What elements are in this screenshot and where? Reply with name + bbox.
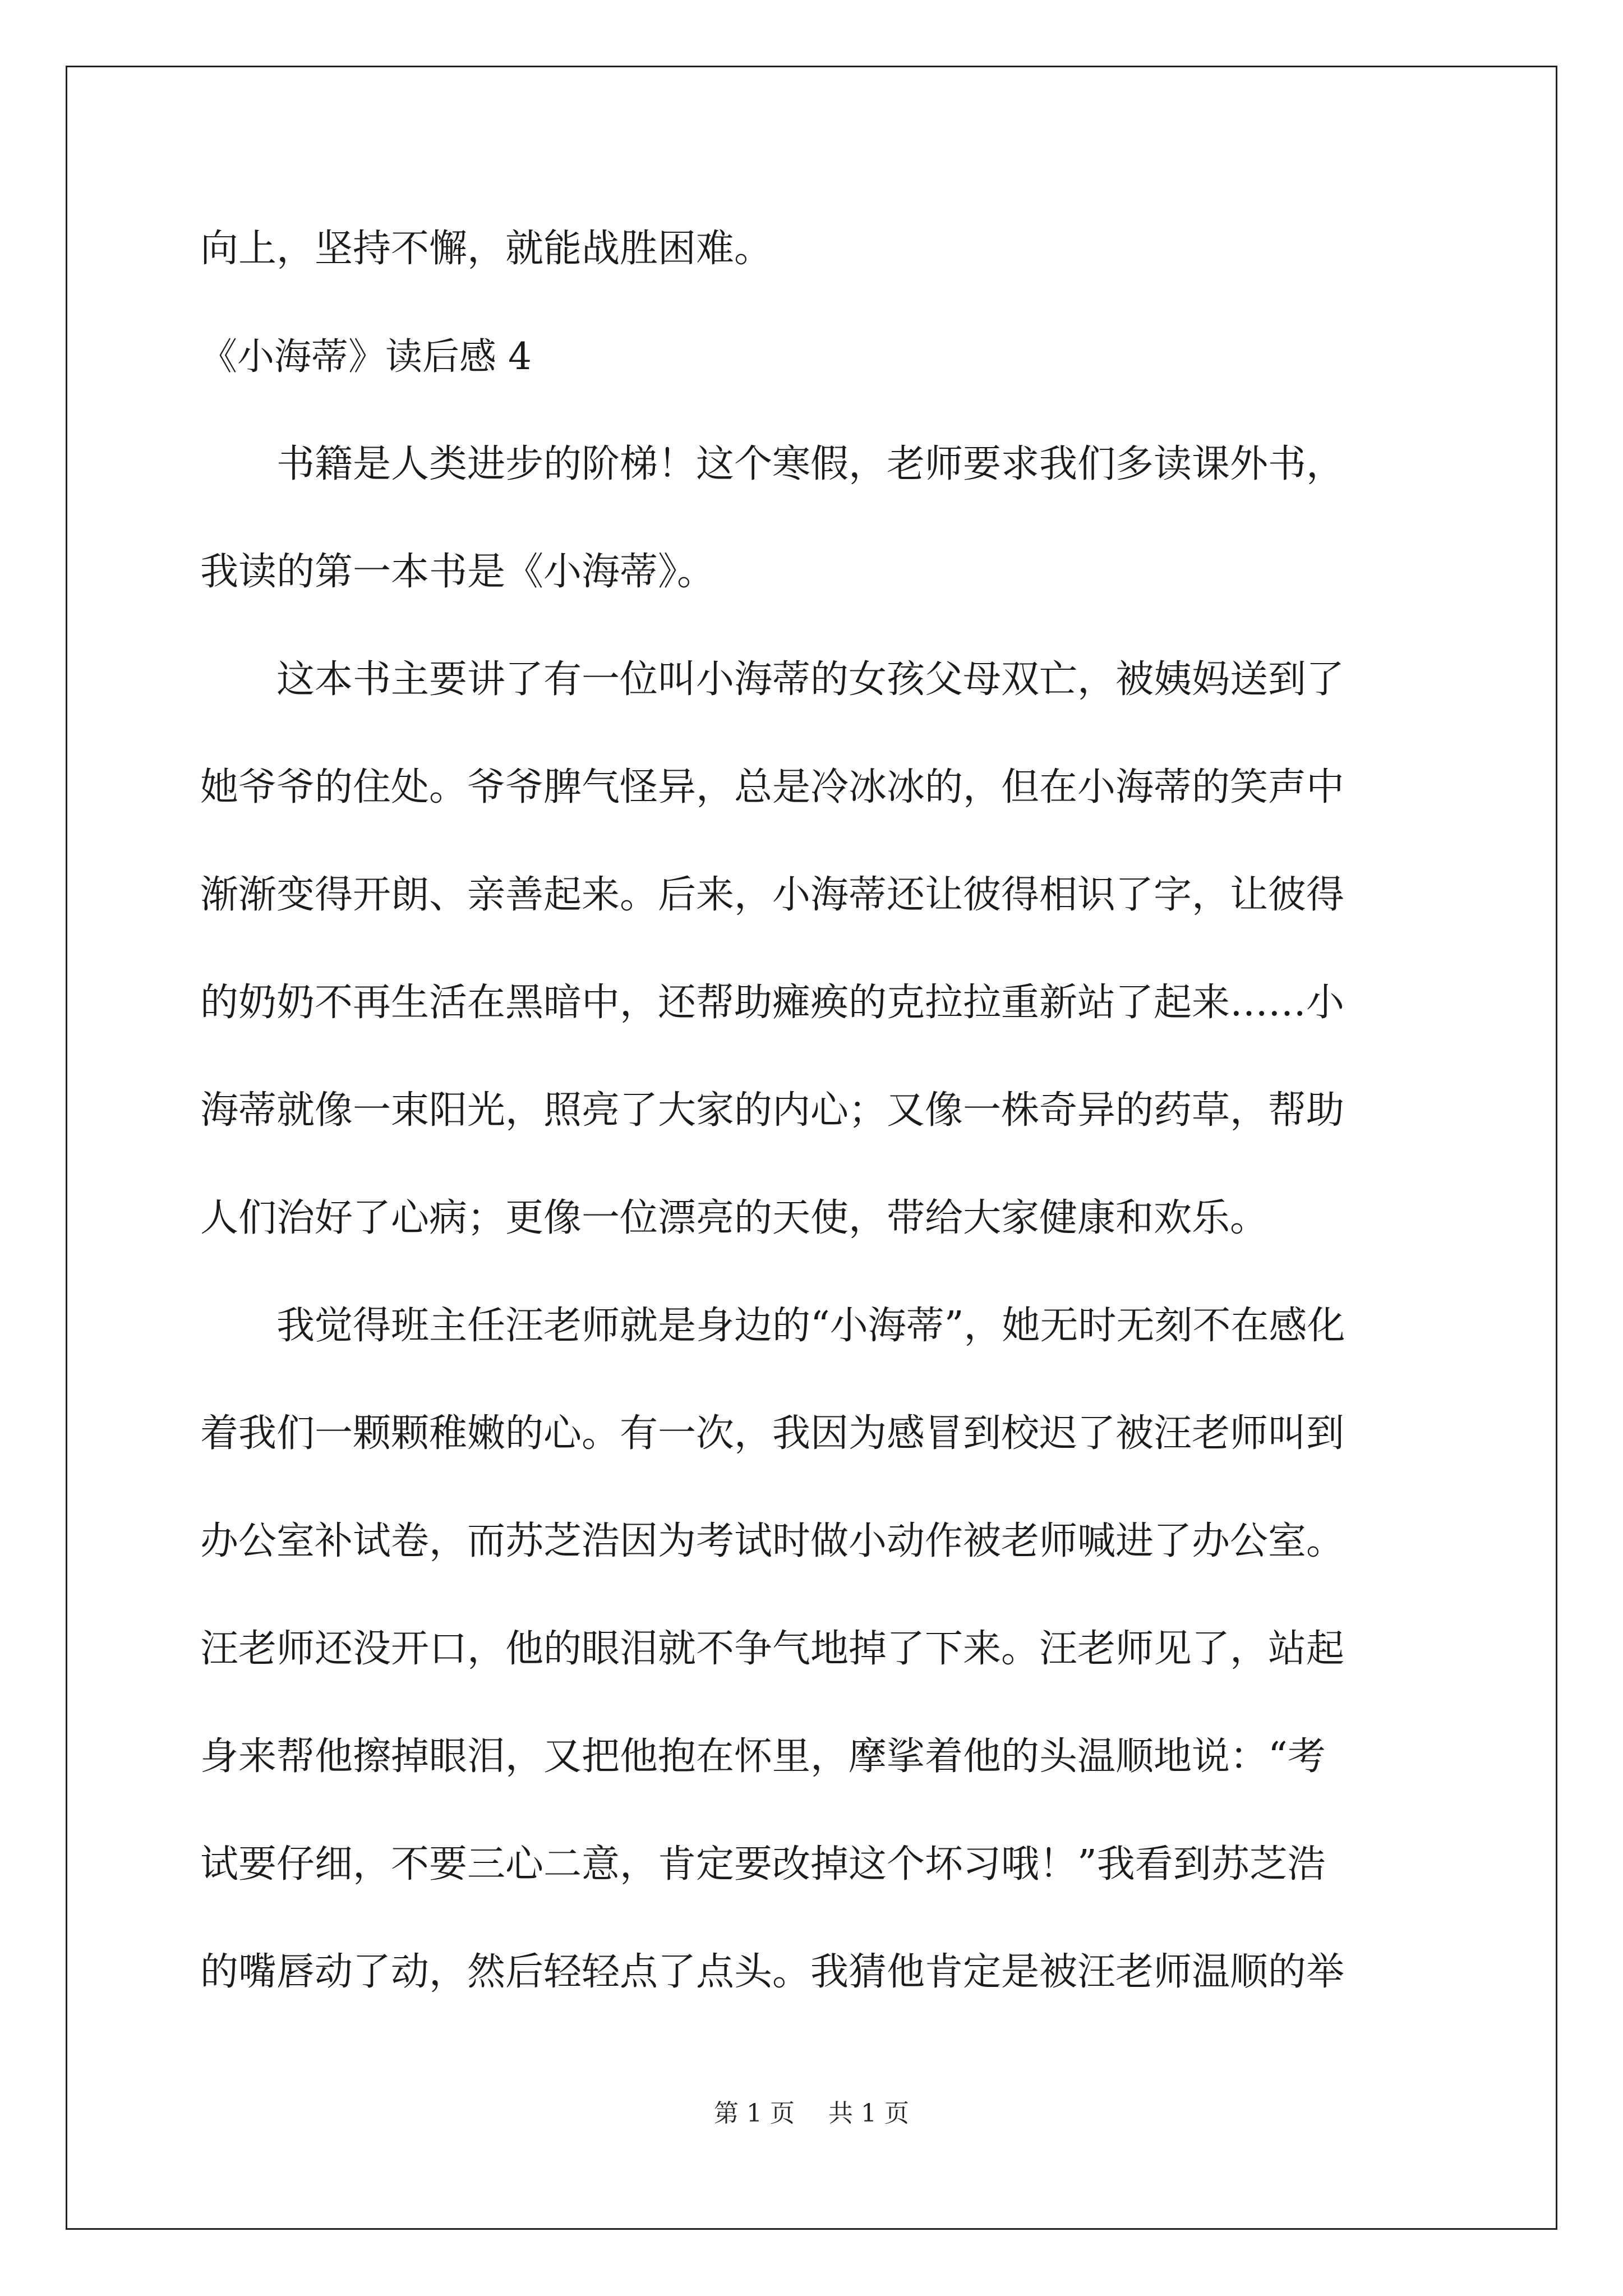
paragraph-3-line-7: 的嘴唇动了动，然后轻轻点了点头。我猜他肯定是被汪老师温顺的举 [200, 1950, 1345, 1994]
paragraph-continuation-line: 向上，坚持不懈，就能战胜困难。 [200, 227, 773, 271]
paragraph-3-line-5: 身来帮他擦掉眼泪，又把他抱在怀里，摩挲着他的头温顺地说：“考 [200, 1734, 1326, 1779]
section-heading: 《小海蒂》读后感 4 [200, 335, 532, 378]
paragraph-1-line-1: 书籍是人类进步的阶梯！这个寒假，老师要求我们多读课外书， [276, 442, 1345, 486]
paragraph-3-line-6: 试要仔细，不要三心二意，肯定要改掉这个坏习哦！”我看到苏芝浩 [200, 1842, 1326, 1887]
page-total: 共 1 页 [828, 2099, 909, 2128]
paragraph-3-line-3: 办公室补试卷，而苏芝浩因为考试时做小动作被老师喊进了办公室。 [200, 1519, 1345, 1563]
paragraph-2-line-4: 的奶奶不再生活在黑暗中，还帮助瘫痪的克拉拉重新站了起来……小 [200, 981, 1345, 1025]
paragraph-3-line-2: 着我们一颗颗稚嫩的心。有一次，我因为感冒到校迟了被汪老师叫到 [200, 1411, 1345, 1456]
paragraph-2-line-2: 她爷爷的住处。爷爷脾气怪异，总是冷冰冰的，但在小海蒂的笑声中 [200, 765, 1345, 809]
paragraph-3-line-1: 我觉得班主任汪老师就是身边的“小海蒂”，她无时无刻不在感化 [276, 1304, 1345, 1348]
paragraph-2-line-1: 这本书主要讲了有一位叫小海蒂的女孩父母双亡，被姨妈送到了 [276, 657, 1345, 702]
paragraph-1-line-2: 我读的第一本书是《小海蒂》。 [200, 550, 716, 594]
paragraph-2-line-5: 海蒂就像一束阳光，照亮了大家的内心；又像一株奇异的药草，帮助 [200, 1088, 1345, 1133]
page-footer [0, 2097, 1623, 2131]
paragraph-2-line-6: 人们治好了心病；更像一位漂亮的天使，带给大家健康和欢乐。 [200, 1196, 1269, 1240]
document-body [200, 195, 1451, 2026]
page-number: 第 1 页 [714, 2099, 795, 2128]
paragraph-3-line-4: 汪老师还没开口，他的眼泪就不争气地掉了下来。汪老师见了，站起 [200, 1627, 1345, 1671]
paragraph-2-line-3: 渐渐变得开朗、亲善起来。后来，小海蒂还让彼得相识了字，让彼得 [200, 873, 1345, 917]
